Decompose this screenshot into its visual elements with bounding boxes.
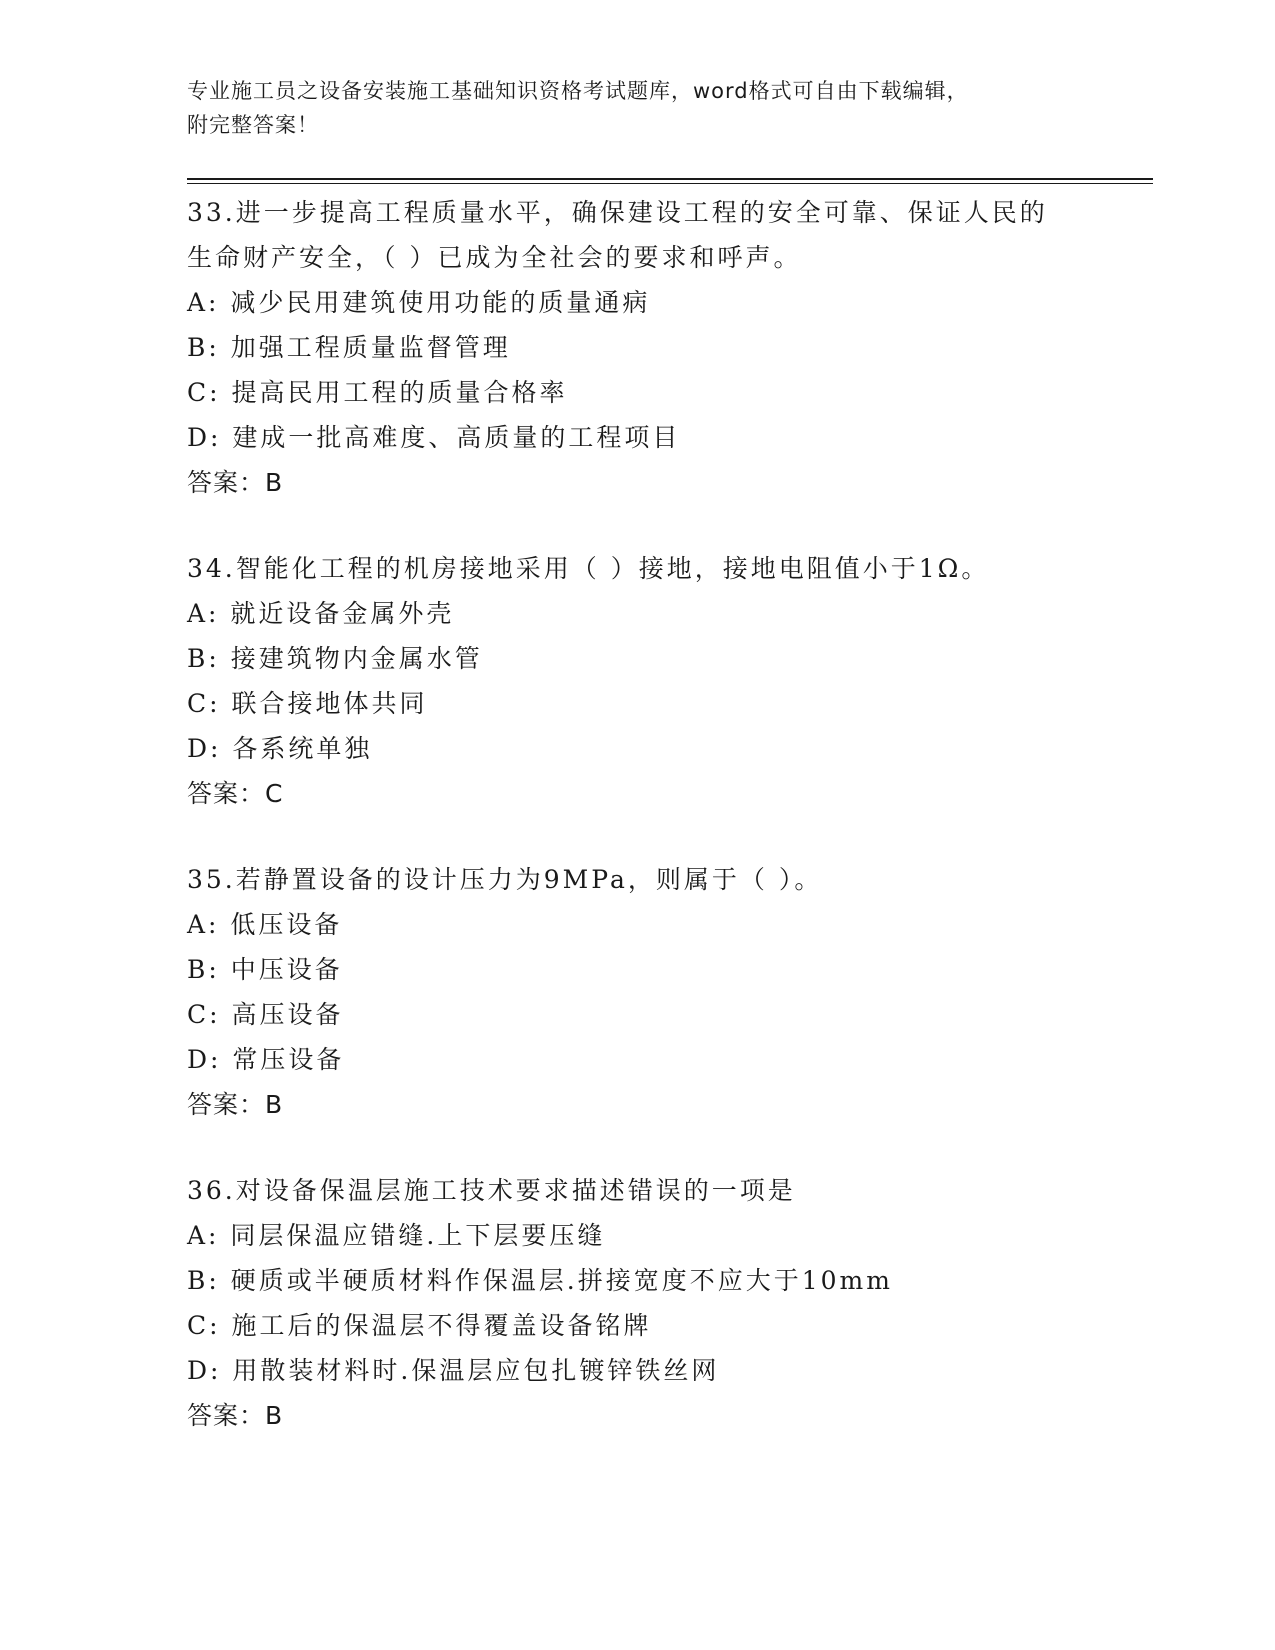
question-stem-line: 35.若静置设备的设计压力为9MPa，则属于（ ）。 xyxy=(187,865,823,894)
option-a: A: 同层保温应错缝.上下层要压缝 xyxy=(187,1221,606,1250)
answer: 答案：B xyxy=(187,1401,284,1430)
option-b: B: 接建筑物内金属水管 xyxy=(187,644,483,673)
question-stem-line: 33.进一步提高工程质量水平，确保建设工程的安全可靠、保证人民的 xyxy=(187,198,1048,227)
option-b: B: 加强工程质量监督管理 xyxy=(187,333,511,362)
header-line-1: 专业施工员之设备安装施工基础知识资格考试题库，word格式可自由下载编辑， xyxy=(187,79,969,103)
option-a: A: 减少民用建筑使用功能的质量通病 xyxy=(187,288,651,317)
question-stem-line: 34.智能化工程的机房接地采用（ ）接地，接地电阻值小于1Ω。 xyxy=(187,554,990,583)
question-stem-line: 生命财产安全，（ ）已成为全社会的要求和呼声。 xyxy=(187,243,802,272)
header-divider-thin xyxy=(187,183,1153,184)
document-header xyxy=(187,74,1087,142)
question-36 xyxy=(187,1168,1087,1438)
option-d: D: 用散装材料时.保温层应包扎镀锌铁丝网 xyxy=(187,1356,720,1385)
header-line-2: 附完整答案！ xyxy=(187,113,319,137)
question-stem-line: 36.对设备保温层施工技术要求描述错误的一项是 xyxy=(187,1176,796,1205)
option-d: D: 建成一批高难度、高质量的工程项目 xyxy=(187,423,681,452)
header-divider-thick xyxy=(187,178,1153,180)
option-b: B: 硬质或半硬质材料作保温层.拼接宽度不应大于10mm xyxy=(187,1266,893,1295)
option-c: C: 施工后的保温层不得覆盖设备铭牌 xyxy=(187,1311,652,1340)
option-c: C: 提高民用工程的质量合格率 xyxy=(187,378,568,407)
answer: 答案：C xyxy=(187,779,284,808)
answer: 答案：B xyxy=(187,1090,284,1119)
question-33 xyxy=(187,190,1087,505)
option-b: B: 中压设备 xyxy=(187,955,343,984)
answer: 答案：B xyxy=(187,468,284,497)
option-a: A: 低压设备 xyxy=(187,910,343,939)
option-d: D: 各系统单独 xyxy=(187,734,373,763)
option-c: C: 高压设备 xyxy=(187,1000,344,1029)
question-list xyxy=(187,190,1087,1479)
question-35 xyxy=(187,857,1087,1127)
question-34 xyxy=(187,546,1087,816)
option-a: A: 就近设备金属外壳 xyxy=(187,599,455,628)
option-d: D: 常压设备 xyxy=(187,1045,345,1074)
option-c: C: 联合接地体共同 xyxy=(187,689,428,718)
